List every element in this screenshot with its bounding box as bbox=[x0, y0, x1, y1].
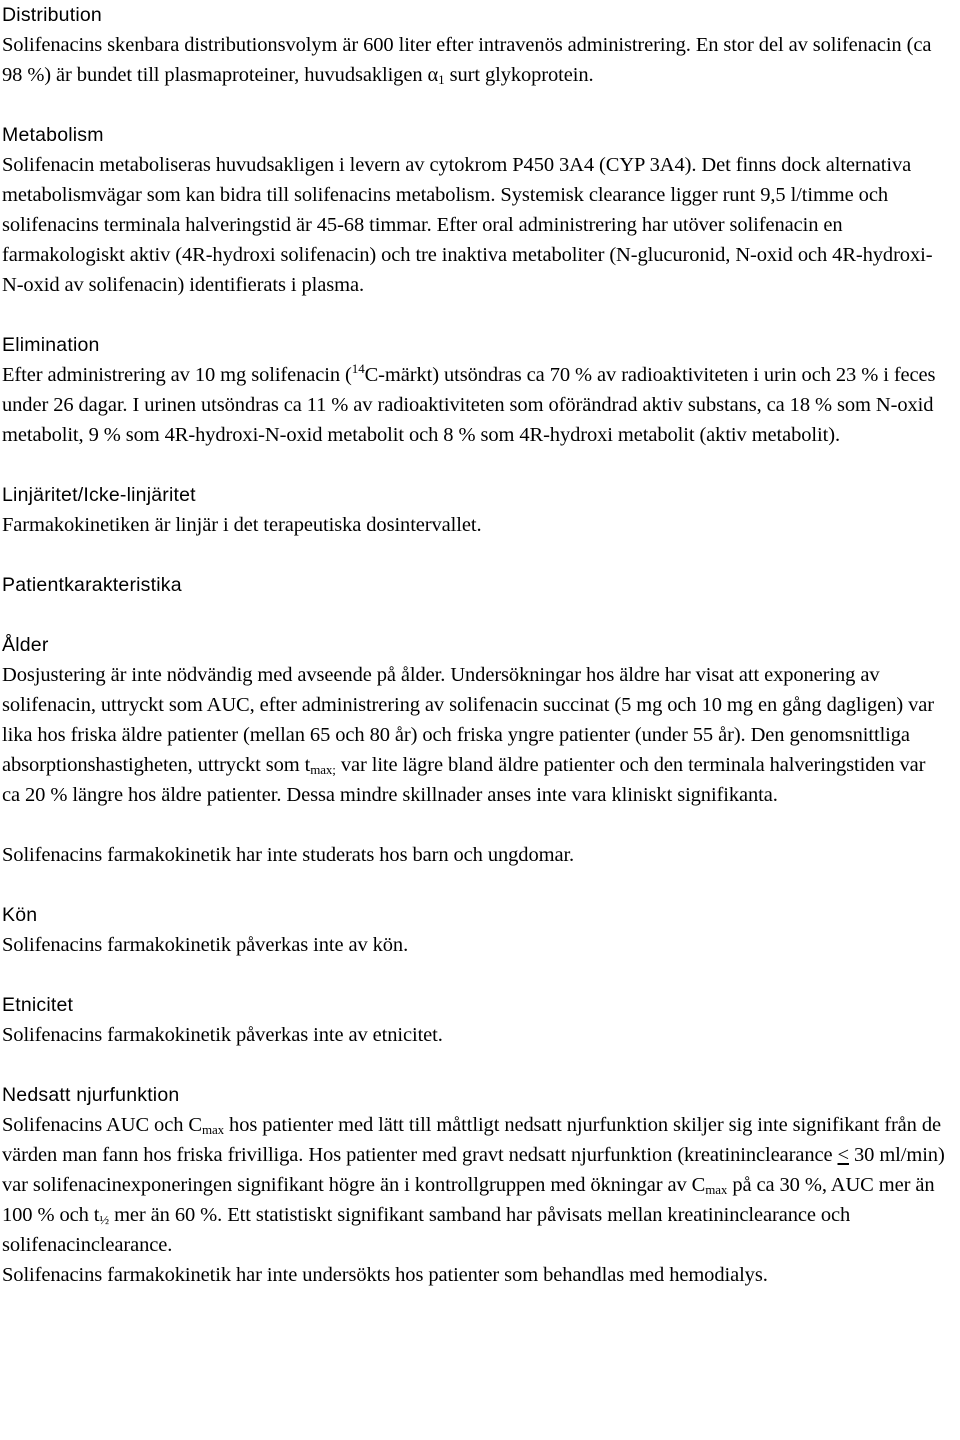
spacer bbox=[2, 1050, 948, 1080]
paragraph-ethnicity: Solifenacins farmakokinetik påverkas inte av etnicitet. bbox=[2, 1024, 443, 1046]
section-age bbox=[2, 630, 948, 810]
section-elimination bbox=[2, 330, 948, 450]
section-patient-characteristics bbox=[2, 570, 948, 600]
section-distribution bbox=[2, 0, 948, 90]
text-age-b: var lite lägre bland äldre patienter och den terminala halveringstiden var ca 20 % längre hos äldre patienter. Dessa mindre skillnader anses inte vara kliniskt signifikanta. bbox=[2, 754, 926, 806]
text-age-a: Dosjustering är inte nödvändig med avseende på ålder. Undersökningar hos äldre har visat att exponering av solifenacin, uttryckt som AUC, efter administrering av solifenacin succinat (5 mg och 10 mg en gång dagligen) var lika hos friska äldre patienter (mellan 65 och 80 år) och friska yngre patienter (under 55 år). Den genomsnittliga absorptionshastigheten, uttryckt som t bbox=[2, 664, 935, 776]
paragraph-metabolism: Solifenacin metaboliseras huvudsakligen i levern av cytokrom P450 3A4 (CYP 3A4). Det finns dock alternativa metabolismvägar som kan bidra till solifenacins metabolism. Systemisk clearance ligger runt 9,5 l/timme och solifenacins terminala halveringstid är 45-68 timmar. Efter oral administrering har utöver solifenacin en farmakologiskt aktiv (4R-hydroxi solifenacin) och tre inaktiva metaboliter (N-glucuronid, N-oxid och 4R-hydroxi-N-oxid av solifenacin) identifierats i plasma. bbox=[2, 154, 933, 296]
spacer bbox=[2, 870, 948, 900]
text-distribution-b: surt glykoprotein. bbox=[444, 64, 594, 86]
spacer bbox=[2, 90, 948, 120]
paragraph-linearity: Farmakokinetiken är linjär i det terapeutiska dosintervallet. bbox=[2, 514, 482, 536]
superscript-14: 14 bbox=[351, 361, 365, 376]
text-renal-4: på ca 30 %, AUC mer än 100 % och t bbox=[2, 1174, 935, 1226]
paragraph-gender: Solifenacins farmakokinetik påverkas inte av kön. bbox=[2, 934, 409, 956]
text-distribution-a: Solifenacins skenbara distributionsvolym är 600 liter efter intravenös administrering. En stor del av solifenacin (ca 98 %) är bundet till plasmaproteiner, huvudsakligen α bbox=[2, 34, 932, 86]
spacer bbox=[2, 600, 948, 630]
heading-patient-characteristics: Patientkarakteristika bbox=[2, 574, 182, 596]
paragraph-elimination bbox=[2, 360, 948, 450]
heading-elimination: Elimination bbox=[2, 334, 100, 356]
subscript-max-2: max bbox=[705, 1182, 728, 1197]
paragraph-age bbox=[2, 660, 948, 810]
text-renal-2: hos patienter med lätt till måttligt nedsatt njurfunktion skiljer sig inte signifikant från de värden man fann hos friska frivilliga. Hos patienter med gravt nedsatt njurfunktion (kreatininclearance bbox=[2, 1114, 942, 1166]
spacer bbox=[2, 450, 948, 480]
text-renal-1: Solifenacins AUC och C bbox=[2, 1114, 202, 1136]
spacer bbox=[2, 540, 948, 570]
subscript-max-1: max bbox=[201, 1122, 225, 1137]
text-renal-3: 30 ml/min) var solifenacinexponeringen signifikant högre än i kontrollgruppen med ökningar av C bbox=[2, 1144, 945, 1196]
subscript-max: max; bbox=[310, 762, 336, 777]
heading-renal: Nedsatt njurfunktion bbox=[2, 1084, 180, 1106]
text-elimination-a: Efter administrering av 10 mg solifenacin ( bbox=[2, 364, 352, 386]
paragraph-renal bbox=[2, 1110, 948, 1260]
spacer bbox=[2, 960, 948, 990]
heading-linearity: Linjäritet/Icke-linjäritet bbox=[2, 484, 196, 506]
paragraph-dialysis: Solifenacins farmakokinetik har inte undersökts hos patienter som behandlas med hemodialys. bbox=[2, 1264, 768, 1286]
section-ethnicity bbox=[2, 990, 948, 1050]
subscript-half: ½ bbox=[99, 1212, 110, 1227]
text-elimination-b: C-märkt) utsöndras ca 70 % av radioaktiviteten i urin och 23 % i feces under 26 dagar. I urinen utsöndras ca 11 % av radioaktiviteten som oförändrad aktiv substans, ca 18 % som N-oxid metabolit, 9 % som 4R-hydroxi-N-oxid metabolit och 8 % som 4R-hydroxi metabolit (aktiv metabolit). bbox=[2, 364, 936, 446]
heading-metabolism: Metabolism bbox=[2, 124, 104, 146]
section-gender bbox=[2, 900, 948, 960]
section-metabolism bbox=[2, 120, 948, 300]
less-than-or-equal-symbol: < bbox=[837, 1144, 849, 1166]
heading-distribution: Distribution bbox=[2, 4, 102, 26]
spacer bbox=[2, 810, 948, 840]
section-renal bbox=[2, 1080, 948, 1290]
spacer bbox=[2, 300, 948, 330]
text-renal-5: mer än 60 %. Ett statistiskt signifikant samband har påvisats mellan kreatininclearance och solifenacinclearance. bbox=[2, 1204, 851, 1256]
section-linearity bbox=[2, 480, 948, 540]
paragraph-distribution bbox=[2, 30, 948, 90]
heading-gender: Kön bbox=[2, 904, 38, 926]
heading-age: Ålder bbox=[2, 634, 49, 656]
paragraph-children: Solifenacins farmakokinetik har inte studerats hos barn och ungdomar. bbox=[2, 844, 575, 866]
heading-ethnicity: Etnicitet bbox=[2, 994, 74, 1016]
subscript-alpha-1: 1 bbox=[438, 72, 445, 87]
section-children bbox=[2, 840, 948, 870]
